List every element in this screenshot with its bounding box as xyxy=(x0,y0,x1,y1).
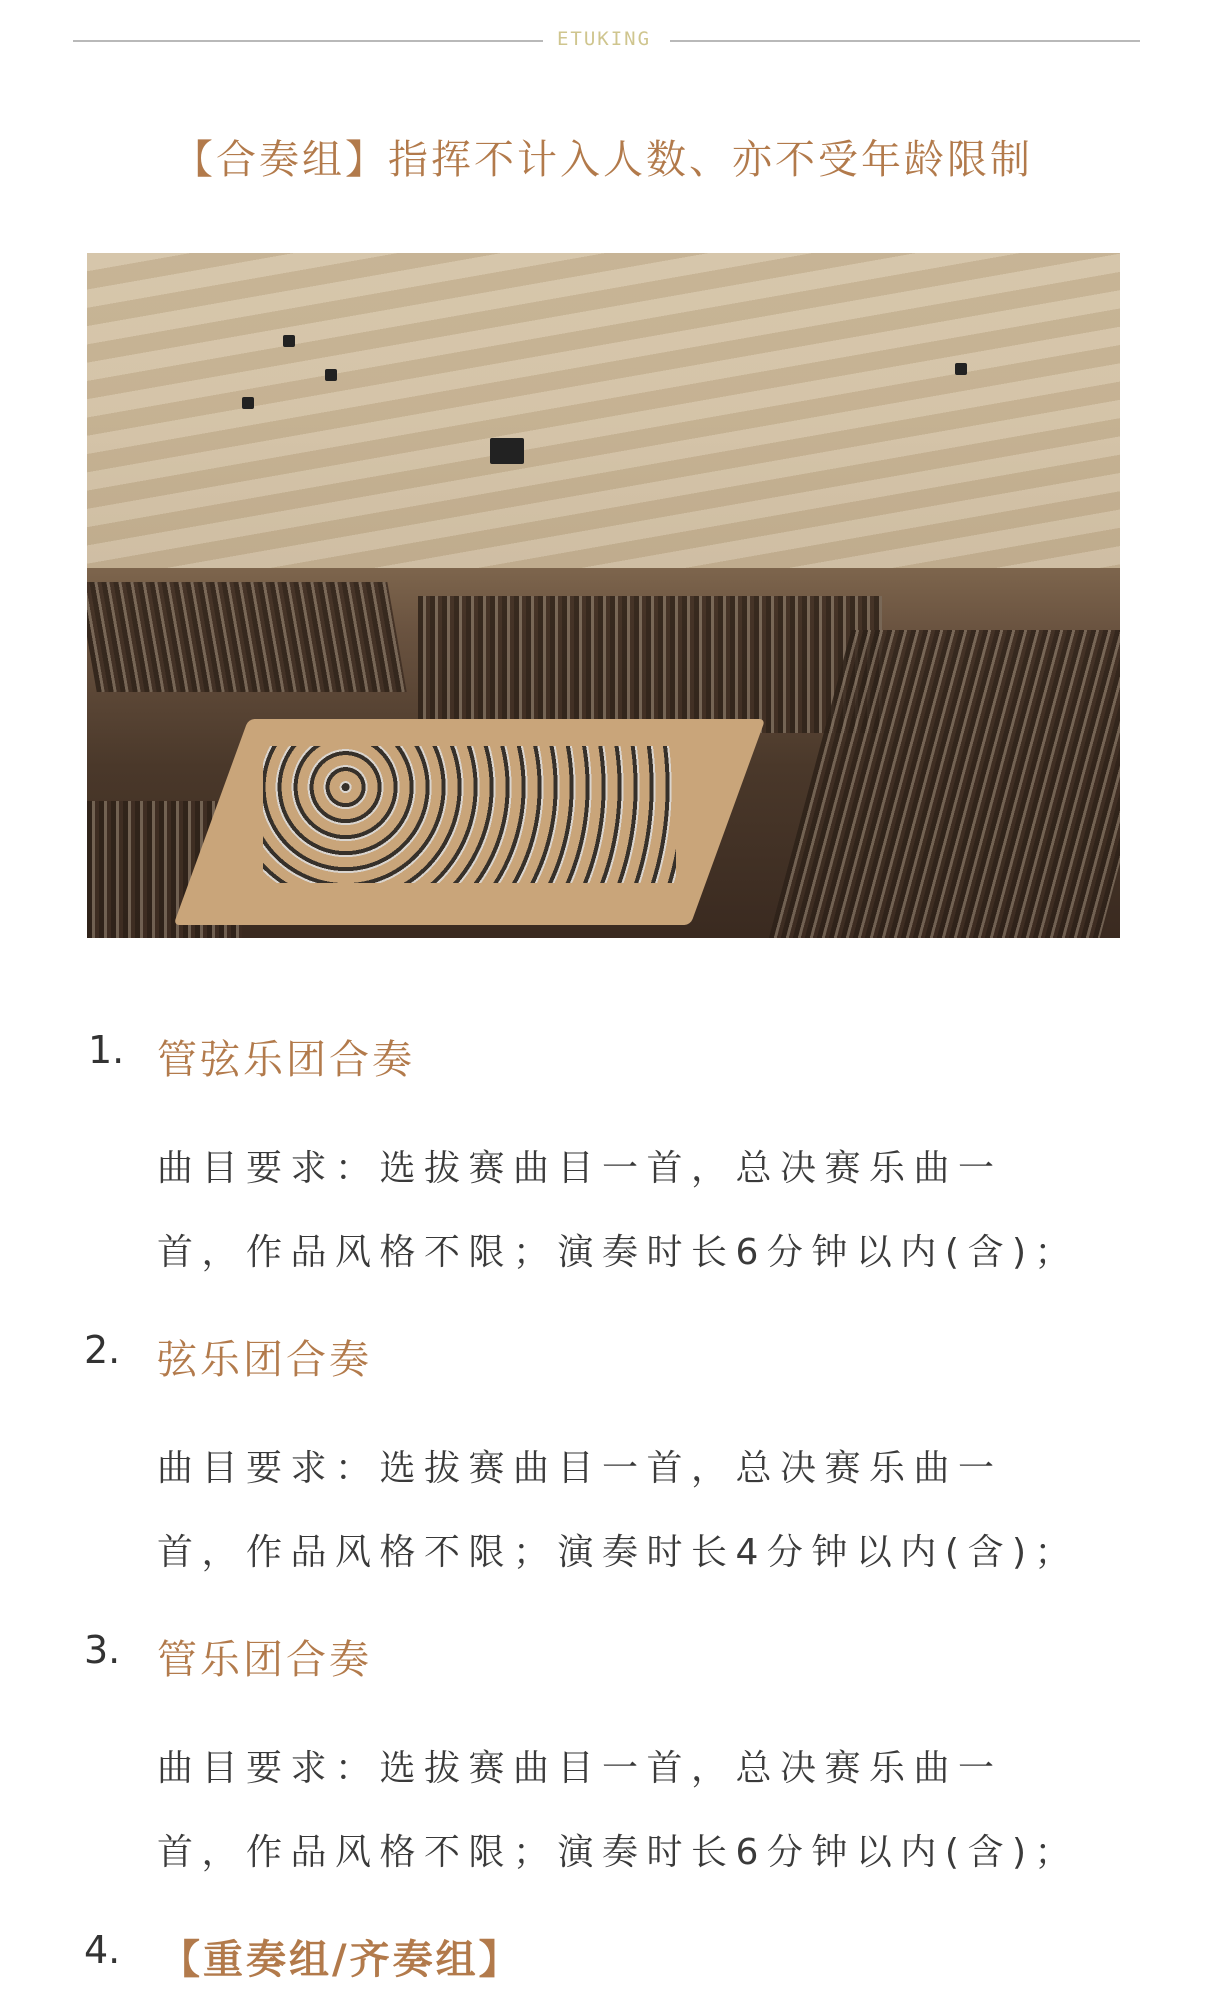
item-number: 3. xyxy=(84,1628,121,1672)
item-body-line: 首，作品风格不限；演奏时长4分钟以内(含)； xyxy=(157,1532,1079,1573)
item-body-line: 首，作品风格不限；演奏时长6分钟以内(含)； xyxy=(157,1832,1079,1873)
section-title: 【合奏组】指挥不计入人数、亦不受年龄限制 xyxy=(173,137,1033,183)
photo-ceiling xyxy=(87,253,1120,568)
stage-light xyxy=(325,369,337,381)
speaker xyxy=(490,438,524,464)
item-heading: 弦乐团合奏 xyxy=(157,1337,372,1383)
item-heading: 管乐团合奏 xyxy=(157,1637,372,1683)
divider-line-left xyxy=(73,40,543,42)
stage-light xyxy=(283,335,295,347)
concert-hall-photo xyxy=(87,253,1120,938)
item-body-line: 曲目要求：选拔赛曲目一首，总决赛乐曲一 xyxy=(157,1448,1003,1489)
item-number: 1. xyxy=(88,1028,125,1072)
item-body-line: 首，作品风格不限；演奏时长6分钟以内(含)； xyxy=(157,1232,1079,1273)
item-heading: 【重奏组/齐奏组】 xyxy=(160,1937,522,1983)
divider-line-right xyxy=(670,40,1140,42)
item-heading: 管弦乐团合奏 xyxy=(157,1037,415,1083)
orchestra xyxy=(263,746,676,883)
item-number: 2. xyxy=(84,1328,121,1372)
brand-label: ETUKING xyxy=(556,28,652,50)
audience-center xyxy=(418,596,883,733)
stage-light xyxy=(242,397,254,409)
item-body-line: 曲目要求：选拔赛曲目一首，总决赛乐曲一 xyxy=(157,1748,1003,1789)
item-body-line: 曲目要求：选拔赛曲目一首，总决赛乐曲一 xyxy=(157,1148,1003,1189)
item-number: 4. xyxy=(84,1928,121,1972)
audience-left xyxy=(87,582,407,692)
stage-light xyxy=(955,363,967,375)
